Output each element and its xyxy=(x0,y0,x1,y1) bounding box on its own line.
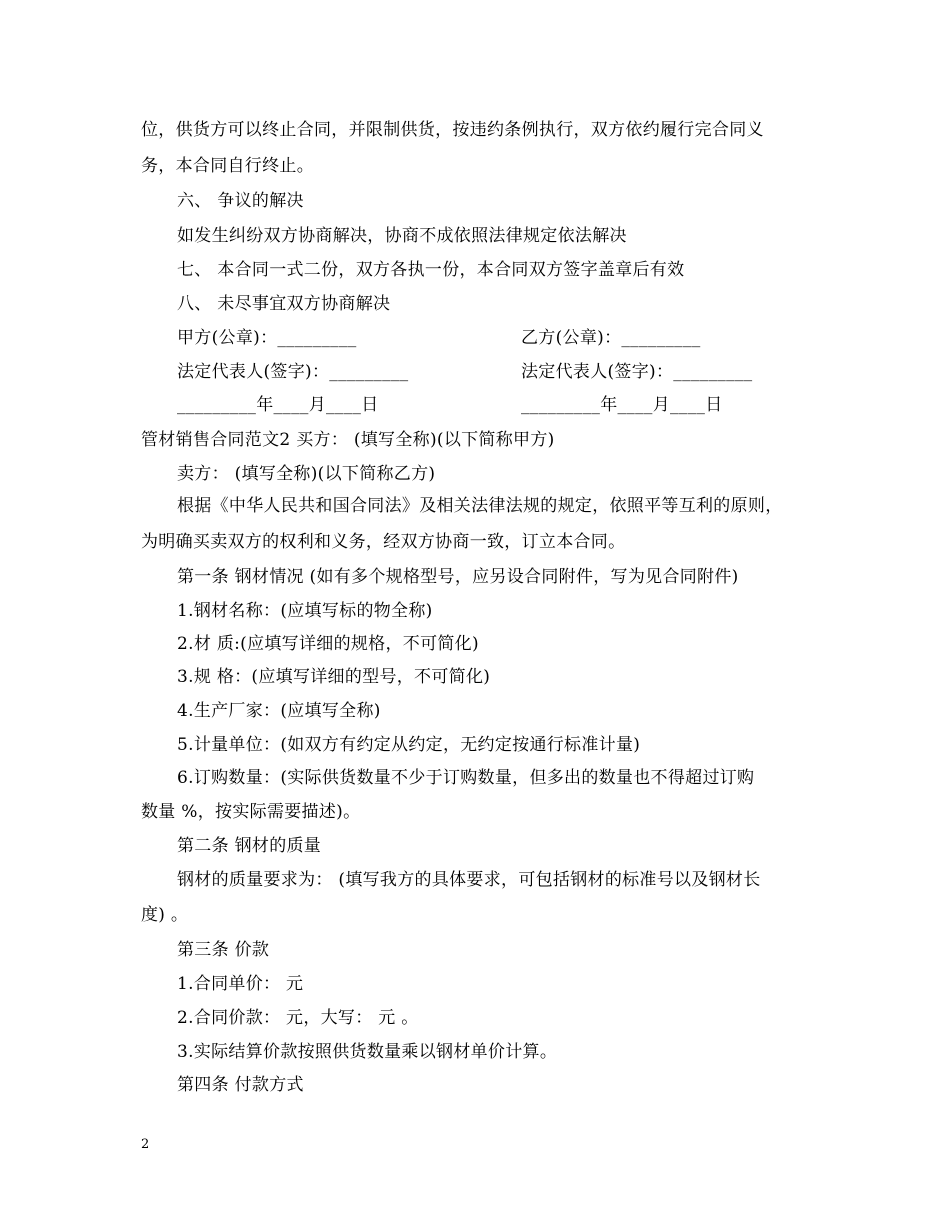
article-3-item-1: 1.合同单价： 元 xyxy=(177,974,304,994)
section-heading-copies: 七、 本合同一式二份，双方各执一份，本合同双方签字盖章后有效 xyxy=(177,260,685,280)
contract-title-buyer: 管材销售合同范文2 买方： (填写全称)(以下简称甲方) xyxy=(141,430,555,450)
preamble-line-2: 为明确买卖双方的权利和义务，经双方协商一致，订立本合同。 xyxy=(141,532,626,552)
article-1-item-4: 4.生产厂家：(应填写全称) xyxy=(177,701,381,721)
article-1-heading: 第一条 钢材情况 (如有多个规格型号，应另设合同附件，写为见合同附件) xyxy=(177,567,739,587)
seller-line: 卖方： (填写全称)(以下简称乙方) xyxy=(177,464,436,484)
article-3-item-2: 2.合同价款： 元，大写： 元 。 xyxy=(177,1008,419,1028)
paragraph-dispute: 如发生纠纷双方协商解决，协商不成依照法律规定依法解决 xyxy=(177,226,627,246)
article-2-heading: 第二条 钢材的质量 xyxy=(177,836,322,856)
section-heading-dispute: 六、 争议的解决 xyxy=(177,191,304,211)
page-number: 2 xyxy=(141,1137,150,1152)
article-3-item-3: 3.实际结算价款按照供货数量乘以钢材单价计算。 xyxy=(177,1042,558,1062)
paragraph-continuation-end: 务，本合同自行终止。 xyxy=(141,156,314,176)
paragraph-continuation: 位，供货方可以终止合同，并限制供货，按违约条例执行，双方依约履行完合同义 xyxy=(141,120,764,140)
party-b-seal: 乙方(公章)：_________ xyxy=(521,328,701,348)
article-1-item-1: 1.钢材名称：(应填写标的物全称) xyxy=(177,601,433,621)
party-b-date: _________年____月____日 xyxy=(521,395,723,415)
article-1-item-5: 5.计量单位：(如双方有约定从约定，无约定按通行标准计量) xyxy=(177,735,641,755)
article-1-item-2: 2.材 质:(应填写详细的规格，不可简化) xyxy=(177,634,479,654)
party-a-seal: 甲方(公章)：_________ xyxy=(177,328,357,348)
preamble-line-1: 根据《中华人民共和国合同法》及相关法律法规的规定，依照平等互利的原则， xyxy=(177,496,783,516)
party-b-representative: 法定代表人(签字)：_________ xyxy=(521,362,753,382)
party-a-representative: 法定代表人(签字)：_________ xyxy=(177,362,409,382)
article-3-heading: 第三条 价款 xyxy=(177,940,270,960)
article-1-item-6: 6.订购数量：(实际供货数量不少于订购数量，但多出的数量也不得超过订购 xyxy=(177,768,755,788)
section-heading-other: 八、 未尽事宜双方协商解决 xyxy=(177,294,391,314)
article-2-text: 钢材的质量要求为： (填写我方的具体要求，可包括钢材的标准号以及钢材长 xyxy=(177,870,761,890)
article-4-heading: 第四条 付款方式 xyxy=(177,1075,304,1095)
article-1-item-6-continued: 数量 %，按实际需要描述)。 xyxy=(141,802,361,822)
article-2-text-continued: 度) 。 xyxy=(141,905,189,925)
party-a-date: _________年____月____日 xyxy=(177,395,379,415)
article-1-item-3: 3.规 格：(应填写详细的型号，不可简化) xyxy=(177,667,491,687)
